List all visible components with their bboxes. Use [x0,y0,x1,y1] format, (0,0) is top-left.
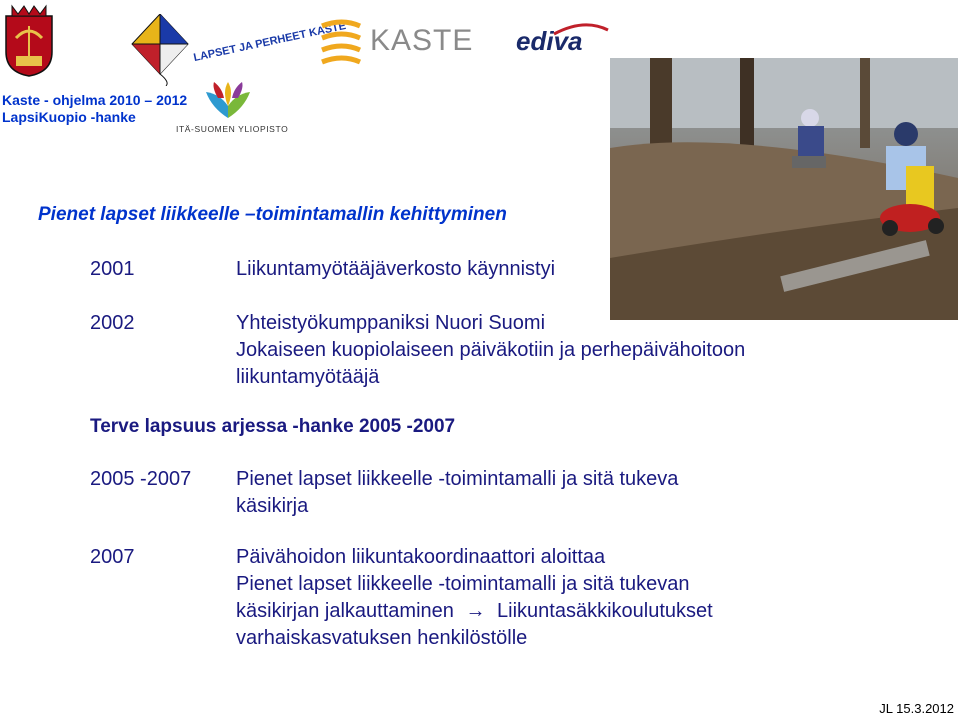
timeline-entry [236,310,745,391]
program-header-line1: Kaste - ohjelma 2010 – 2012 [2,92,188,108]
university-logo [176,80,289,138]
footer-date: JL 15.3.2012 [879,701,954,716]
timeline-line: Yhteistyökumppaniksi Nuori Suomi [236,312,546,334]
timeline-arrow-line [236,598,713,625]
timeline-entry [236,544,713,652]
timeline-line: Jokaiseen kuopiolaiseen päiväkotiin ja perhepäivähoitoon [236,339,746,361]
ediva-logo [514,20,610,60]
arrow-line-after: Liikuntasäkkikoulutukset [497,600,713,622]
kuopio-crest-logo [2,2,56,78]
timeline-line: liikuntamyötääjä [236,366,380,388]
subheading: Terve lapsuus arjessa -hanke 2005 -2007 [90,416,456,437]
timeline-line: Liikuntamyötääjäverkosto käynnistyi [236,258,556,280]
university-logo-text: ITÄ-SUOMEN YLIOPISTO [176,124,289,134]
program-header-line2: LapsiKuopio -hanke [2,109,136,125]
kite-logo-text: LAPSET JA PERHEET KASTE [192,19,348,65]
kaste-logo [318,16,478,70]
timeline-entry [236,256,555,283]
timeline-line: Pienet lapset liikkeelle -toimintamalli ja sitä tukevan [236,573,690,595]
timeline-entry [236,466,678,520]
timeline-line: Pienet lapset liikkeelle -toimintamalli ja sitä tukeva [236,468,679,490]
timeline-line: varhaiskasvatuksen henkilöstölle [236,627,528,649]
timeline-year: 2001 [90,258,135,280]
children-playing-photo [610,58,958,320]
page-title: Pienet lapset liikkeelle –toimintamallin kehittyminen [38,204,507,225]
kaste-logo-text: KASTE [370,24,474,57]
arrow-icon: → [465,600,486,622]
kite-logo [130,14,348,86]
arrow-line-before: käsikirjan jalkauttaminen [236,600,454,622]
timeline-year: 2005 -2007 [90,468,192,490]
ediva-logo-text: ediva [516,26,583,56]
timeline-line: Päivähoidon liikuntakoordinaattori aloittaa [236,546,606,568]
program-header [2,92,187,126]
timeline-year: 2007 [90,546,135,568]
timeline-year: 2002 [90,312,135,334]
timeline-line: käsikirja [236,495,309,517]
